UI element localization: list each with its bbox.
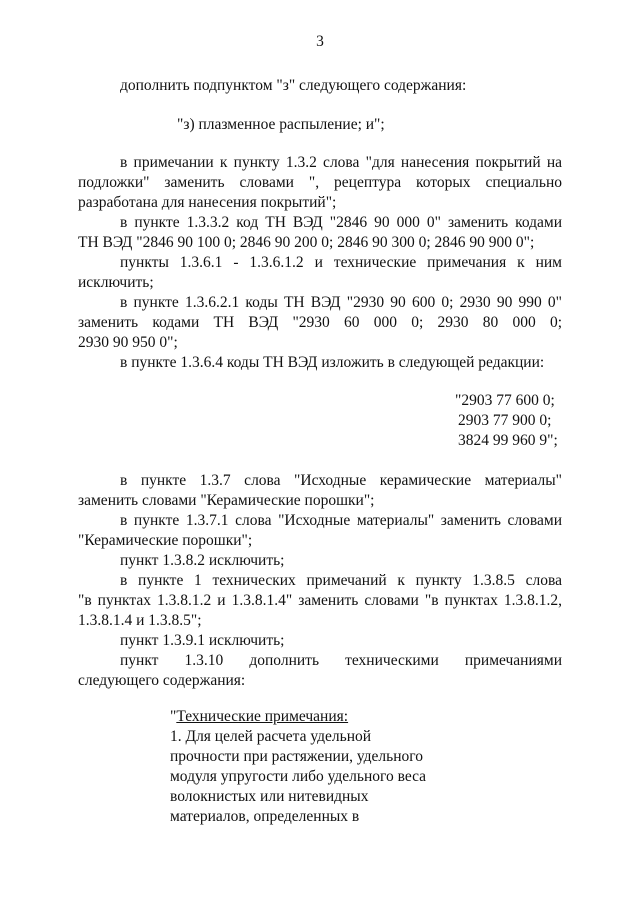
text-line: "з) плазменное распыление; и";: [177, 116, 385, 133]
text-line: в пункте 1.3.7.1 слова "Исходные материалы" заменить словами: [120, 512, 562, 529]
code-line: 2903 77 900 0;: [458, 412, 552, 429]
text-line: "Керамические порошки";: [78, 532, 253, 549]
text-line: "в пунктах 1.3.8.1.2 и 1.3.8.1.4" заменить словами "в пунктах 1.3.8.1.2,: [78, 592, 562, 609]
text-line: пункт 1.3.10 дополнить техническими примечаниями: [120, 652, 562, 669]
opening-quote: ": [170, 708, 177, 725]
text-line: в пункте 1.3.7 слова "Исходные керамические материалы": [120, 472, 562, 489]
text-line: пункт 1.3.9.1 исключить;: [120, 632, 285, 649]
code-line: 3824 99 960 9";: [458, 432, 558, 449]
note-heading: Технические примечания:: [176, 708, 349, 725]
text-line: заменить словами "Керамические порошки";: [78, 492, 375, 509]
text-line: в пункте 1.3.6.4 коды ТН ВЭД изложить в следующей редакции:: [120, 354, 545, 371]
text-line: в пункте 1.3.3.2 код ТН ВЭД "2846 90 000 0" заменить кодами: [120, 214, 562, 231]
text-line: разработана для нанесения покрытий";: [78, 194, 337, 211]
text-line: пункт 1.3.8.2 исключить;: [120, 552, 285, 569]
text-line: в примечании к пункту 1.3.2 слова "для нанесения покрытий на: [120, 154, 562, 171]
text-line: пункты 1.3.6.1 - 1.3.6.1.2 и технические примечания к ним: [120, 254, 562, 271]
text-line: 2930 90 950 0";: [78, 334, 178, 351]
note-line: материалов, определенных в: [170, 808, 360, 825]
text-line: ТН ВЭД "2846 90 100 0; 2846 90 200 0; 2846 90 300 0; 2846 90 900 0";: [78, 234, 535, 251]
text-line: подложки" заменить словами ", рецептура которых специально: [78, 174, 562, 191]
note-heading-line: [170, 707, 348, 727]
note-line: прочности при растяжении, удельного: [170, 748, 423, 765]
text-line: 1.3.8.1.4 и 1.3.8.5";: [78, 612, 202, 629]
text-line: следующего содержания:: [78, 672, 246, 689]
note-line: волокнистых или нитевидных: [170, 788, 369, 805]
text-line: в пункте 1.3.6.2.1 коды ТН ВЭД "2930 90 600 0; 2930 90 990 0": [120, 294, 562, 311]
text-line: дополнить подпунктом "з" следующего содержания:: [120, 77, 467, 94]
page-number: 3: [316, 33, 324, 50]
code-line: "2903 77 600 0;: [455, 392, 555, 409]
note-line: модуля упругости либо удельного веса: [170, 768, 427, 785]
text-line: исключить;: [78, 274, 154, 291]
note-line: 1. Для целей расчета удельной: [170, 728, 372, 745]
text-line: заменить кодами ТН ВЭД "2930 60 000 0; 2930 80 000 0;: [78, 314, 562, 331]
text-line: в пункте 1 технических примечаний к пункту 1.3.8.5 слова: [120, 572, 562, 589]
